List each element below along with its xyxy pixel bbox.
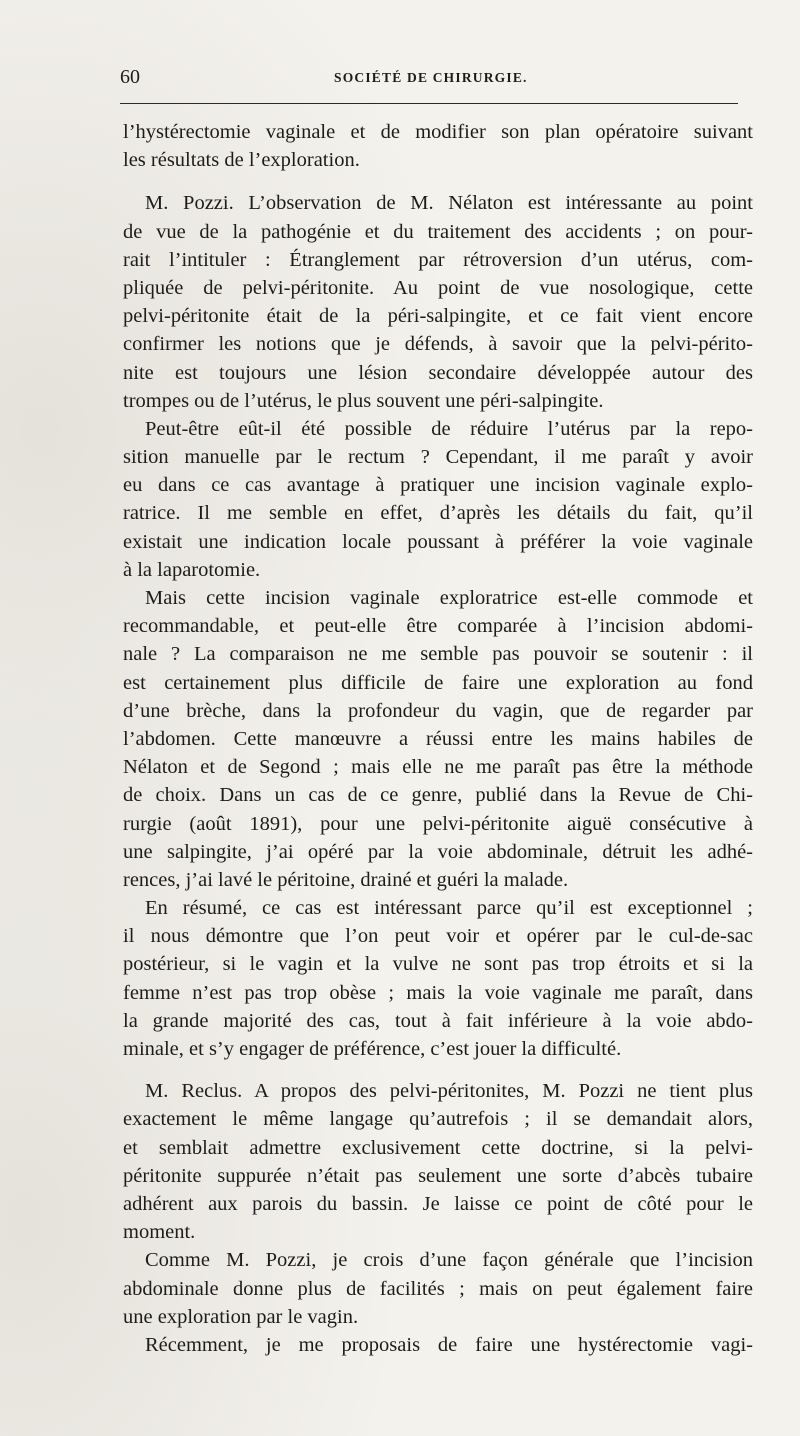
text-line: ratrice. Il me semble en effet, d’après les détails du fait, qu’il xyxy=(123,502,753,525)
text-line: sition manuelle par le rectum ? Cependant, il me paraît y avoir xyxy=(123,446,753,469)
paragraph xyxy=(123,1077,753,1246)
text-line: l’hystérectomie vaginale et de modifier son plan opératoire suivant xyxy=(123,121,753,143)
text-line: pliquée de pelvi-péritonite. Au point de vue nosologique, cette xyxy=(123,276,753,299)
text-line: confirmer les notions que je défends, à savoir que la pelvi-périto- xyxy=(123,333,753,356)
header-rule xyxy=(120,103,738,104)
text-line: existait une indication locale poussant à préférer la voie vaginale xyxy=(123,530,753,553)
text-line: Peut-être eût-il été possible de réduire l’utérus par la repo- xyxy=(145,417,753,440)
text-line: d’une brèche, dans la profondeur du vagin, que de regarder par xyxy=(123,699,753,722)
paragraph xyxy=(123,1331,753,1359)
text-line: rait l’intituler : Étranglement par rétroversion d’un utérus, com- xyxy=(123,248,753,271)
paragraph xyxy=(123,118,753,174)
text-line: minale, et s’y engager de préférence, c’est jouer la difficulté. xyxy=(123,1038,622,1060)
body-text xyxy=(123,118,753,1359)
text-line: une exploration par le vagin. xyxy=(123,1305,359,1328)
text-line: exactement le même langage qu’autrefois ; il se demandait alors, xyxy=(123,1108,753,1131)
text-line: et semblait admettre exclusivement cette doctrine, si la pelvi- xyxy=(123,1136,753,1159)
text-line: la grande majorité des cas, tout à fait inférieure à la voie abdo- xyxy=(123,1009,753,1032)
text-line: abdominale donne plus de facilités ; mais on peut également faire xyxy=(123,1277,753,1300)
text-line: les résultats de l’exploration. xyxy=(123,149,360,172)
text-line: M. Reclus. A propos des pelvi-péritonites, M. Pozzi ne tient plus xyxy=(145,1080,753,1103)
text-line: M. Pozzi. L’observation de M. Nélaton est intéressante au point xyxy=(145,192,753,215)
text-line: rurgie (août 1891), pour une pelvi-péritonite aiguë consécutive à xyxy=(123,812,753,835)
paragraph xyxy=(123,189,753,415)
paragraph xyxy=(123,1246,753,1331)
text-line: il nous démontre que l’on peut voir et opérer par le cul-de-sac xyxy=(123,925,753,948)
text-line: pelvi-péritonite était de la péri-salpingite, et ce fait vient encore xyxy=(123,305,753,328)
text-line: Mais cette incision vaginale exploratrice est-elle commode et xyxy=(145,587,753,609)
text-line: péritonite suppurée n’était pas seulement une sorte d’abcès tubaire xyxy=(123,1164,753,1187)
text-line: Comme M. Pozzi, je crois d’une façon générale que l’incision xyxy=(145,1249,753,1272)
text-line: adhérent aux parois du bassin. Je laisse ce point de côté pour le xyxy=(123,1192,753,1215)
text-line: est certainement plus difficile de faire une exploration au fond xyxy=(123,671,753,694)
text-line: postérieur, si le vagin et la vulve ne sont pas trop étroits et si la xyxy=(123,953,753,976)
running-title: SOCIÉTÉ DE CHIRURGIE. xyxy=(334,70,528,85)
page-number: 60 xyxy=(120,66,140,88)
running-head xyxy=(120,66,738,96)
text-line: femme n’est pas trop obèse ; mais la voie vaginale me paraît, dans xyxy=(123,981,753,1004)
text-line: de choix. Dans un cas de ce genre, publié dans la Revue de Chi- xyxy=(123,784,753,807)
paragraph xyxy=(123,584,753,894)
text-line: de vue de la pathogénie et du traitement des accidents ; on pour- xyxy=(123,220,753,243)
text-line: En résumé, ce cas est intéressant parce qu’il est exceptionnel ; xyxy=(145,897,753,920)
paragraph xyxy=(123,894,753,1063)
text-line: Récemment, je me proposais de faire une hystérectomie vagi- xyxy=(145,1333,753,1356)
text-line: moment. xyxy=(123,1221,196,1244)
paragraph-gap xyxy=(123,1063,753,1077)
text-line: rences, j’ai lavé le péritoine, drainé et guéri la malade. xyxy=(123,868,569,891)
text-line: l’abdomen. Cette manœuvre a réussi entre les mains habiles de xyxy=(123,727,753,750)
text-line: une salpingite, j’ai opéré par la voie abdominale, détruit les adhé- xyxy=(123,840,753,863)
paragraph xyxy=(123,415,753,584)
text-line: nite est toujours une lésion secondaire développée autour des xyxy=(123,361,753,384)
text-line: trompes ou de l’utérus, le plus souvent une péri-salpingite. xyxy=(123,389,604,412)
text-line: recommandable, et peut-elle être comparée à l’incision abdomi- xyxy=(123,615,753,638)
paragraph-gap xyxy=(123,174,753,189)
text-line: nale ? La comparaison ne me semble pas pouvoir se soutenir : il xyxy=(123,643,753,666)
text-line: Nélaton et de Segond ; mais elle ne me paraît pas être la méthode xyxy=(123,756,753,779)
text-line: à la laparotomie. xyxy=(123,558,261,581)
text-line: eu dans ce cas avantage à pratiquer une incision vaginale explo- xyxy=(123,474,753,497)
